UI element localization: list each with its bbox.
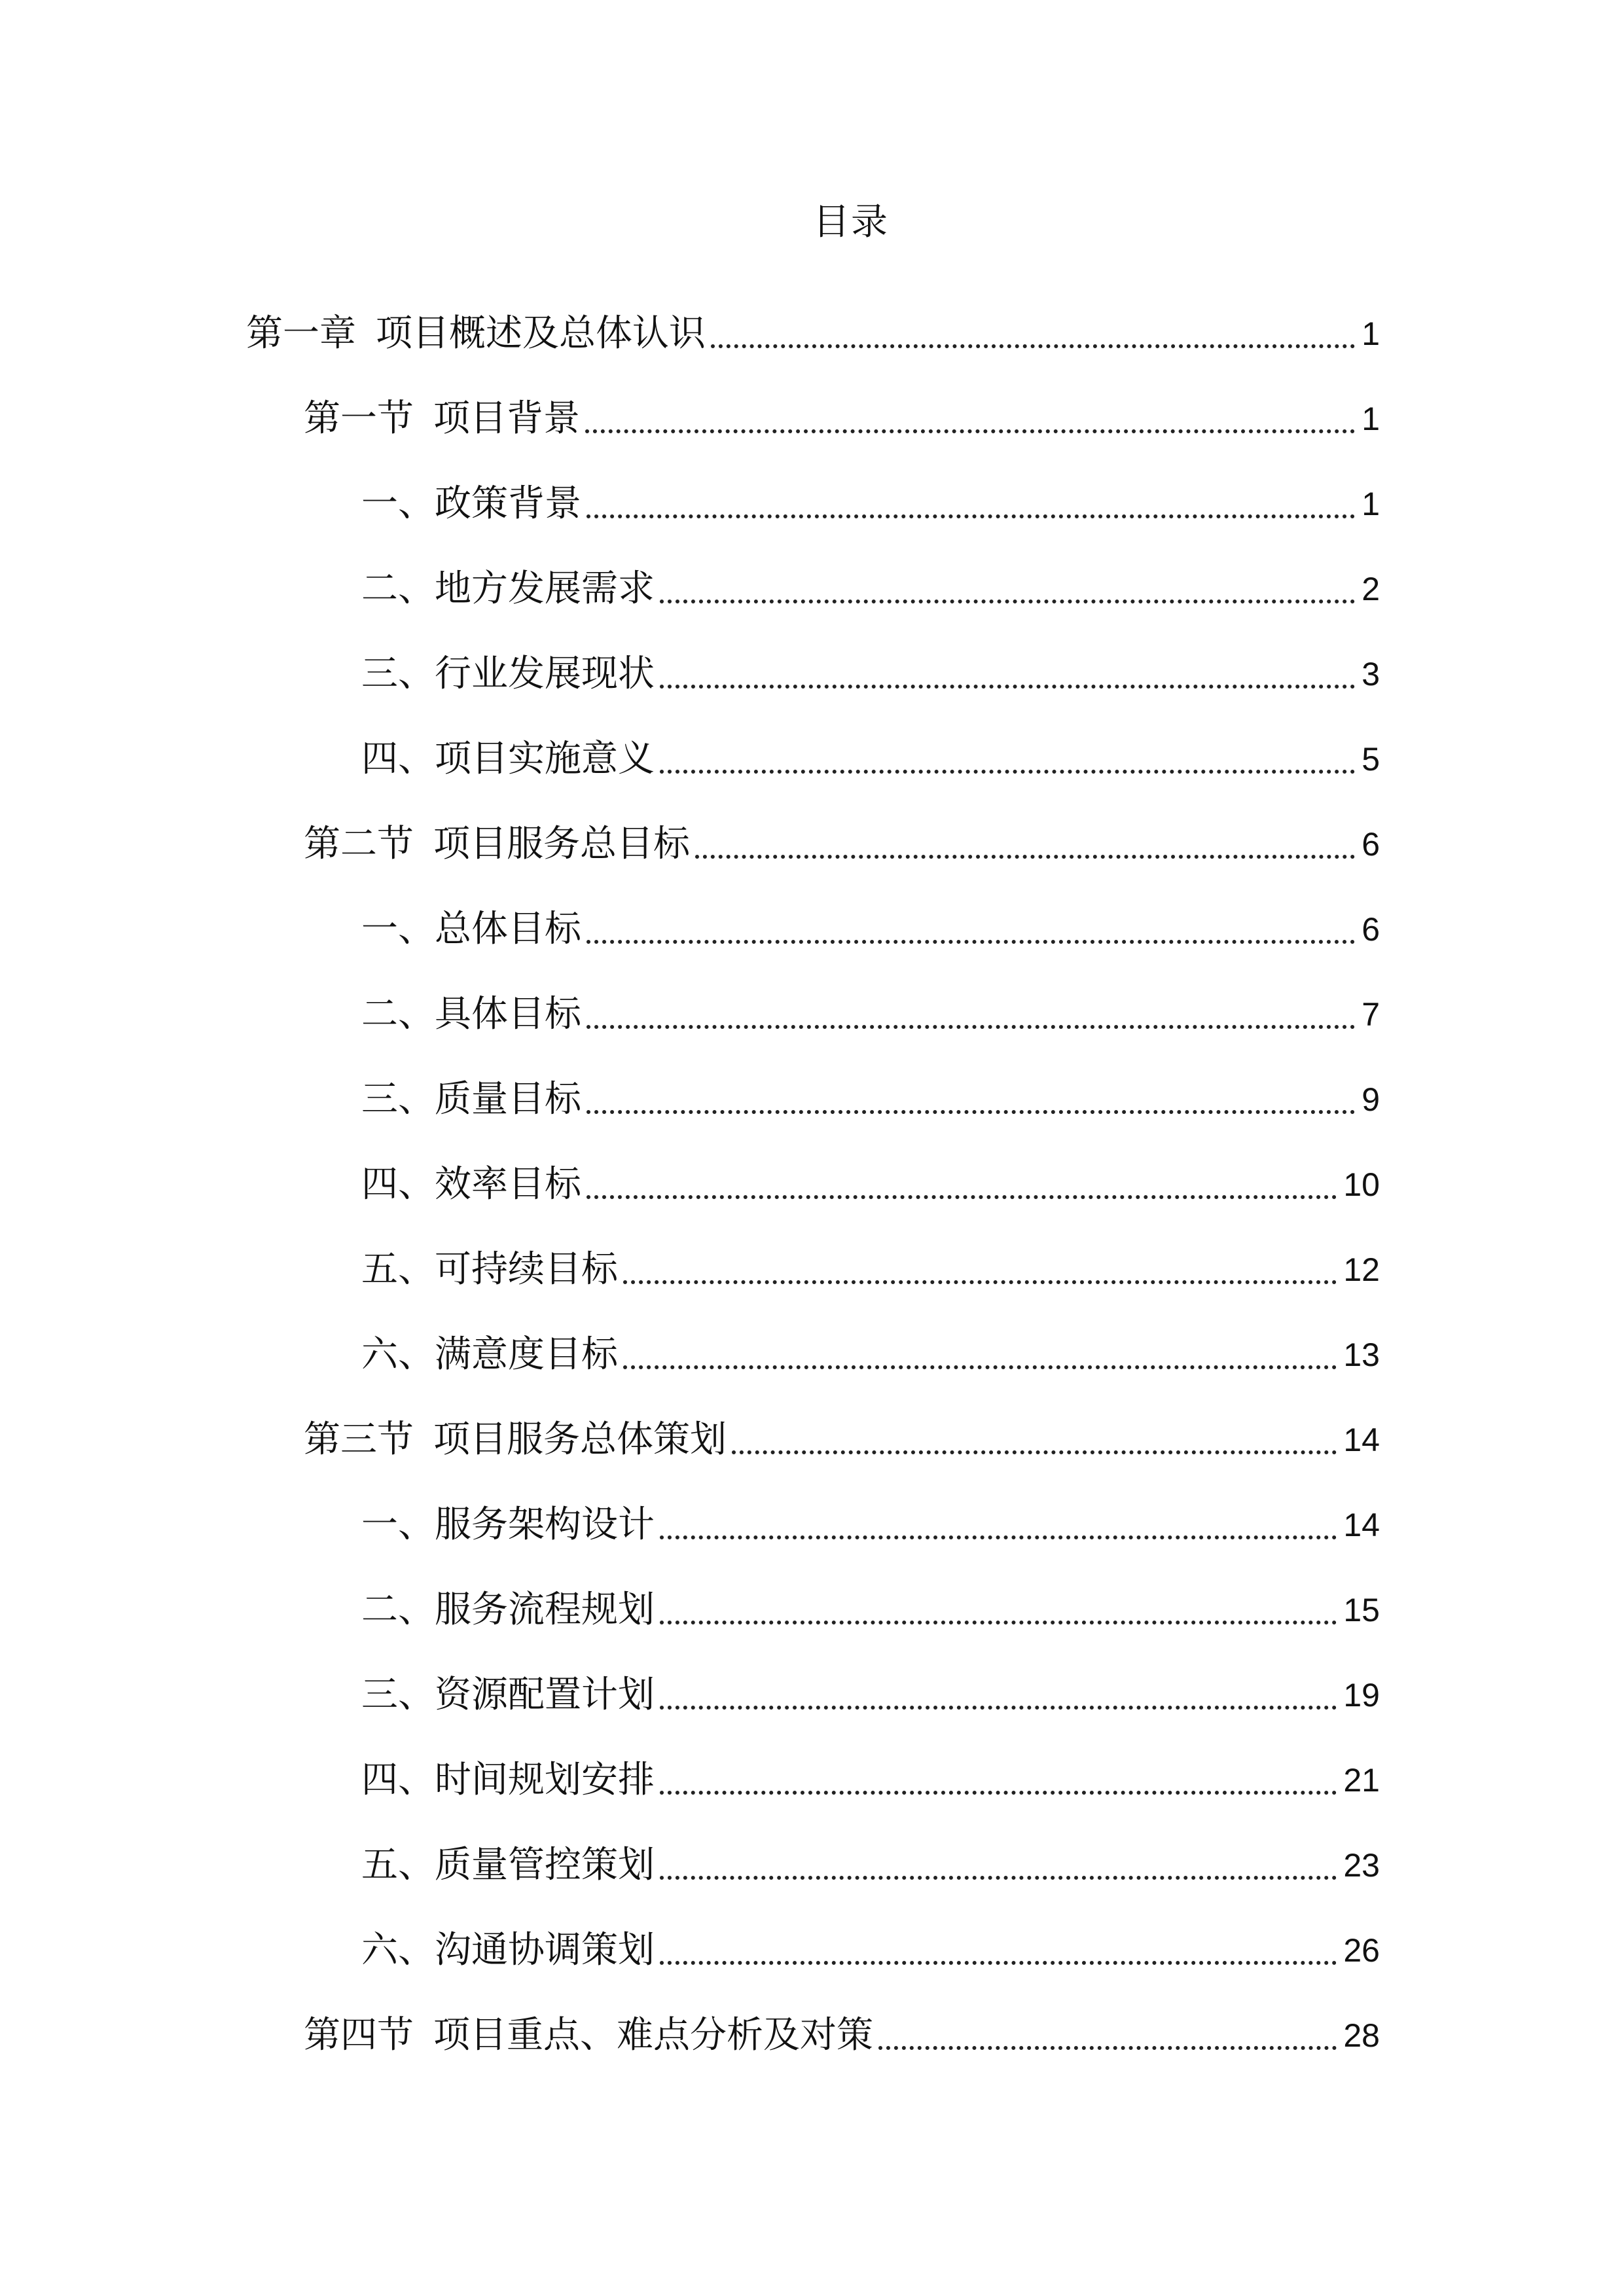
toc-entry-number: 六、 (361, 1333, 435, 1376)
toc-entry-page-number: 6 (1362, 826, 1380, 863)
toc-entry-title: 行业发展现状 (435, 653, 655, 695)
dot-leader (711, 344, 1355, 348)
toc-entry-title: 可持续目标 (435, 1248, 618, 1291)
toc-entry-page-number: 5 (1362, 741, 1380, 778)
toc-entry-page-number: 1 (1362, 486, 1380, 522)
dot-leader (586, 1110, 1355, 1114)
toc-entry-page-number: 14 (1343, 1507, 1380, 1543)
toc-entry-title: 总体目标 (435, 908, 581, 950)
dot-leader (585, 429, 1355, 433)
toc-entry-number: 一、 (361, 908, 435, 950)
dot-leader (660, 600, 1355, 603)
toc-entry-title: 效率目标 (435, 1163, 581, 1206)
dot-leader (660, 1961, 1337, 1965)
toc-entry-page-number: 9 (1362, 1081, 1380, 1118)
toc-entry-page-number: 14 (1343, 1422, 1380, 1458)
toc-entry[interactable] (246, 530, 1380, 615)
toc-entry-title: 项目服务总体策划 (433, 1418, 727, 1461)
toc-entry-page-number: 1 (1362, 315, 1380, 352)
dot-leader (660, 770, 1355, 774)
toc-entry-number: 四、 (361, 1759, 435, 1801)
toc-entry[interactable] (246, 1892, 1380, 1977)
dot-leader (586, 1195, 1337, 1199)
toc-entry-title: 政策背景 (435, 482, 581, 525)
dot-leader (878, 2046, 1337, 2050)
toc-entry-number: 第二节 (304, 823, 414, 865)
toc-entry[interactable] (246, 445, 1380, 530)
toc-entry-title: 资源配置计划 (435, 1674, 655, 1716)
toc-entry-title: 项目服务总目标 (433, 823, 690, 865)
toc-entry-number: 六、 (361, 1929, 435, 1971)
toc-entry[interactable] (246, 1806, 1380, 1892)
toc-entry-page-number: 23 (1343, 1847, 1380, 1884)
toc-entry-number: 第一节 (304, 397, 414, 440)
toc-entry-number: 二、 (361, 1588, 435, 1631)
toc-entry-number: 第一章 (246, 312, 356, 355)
toc-entry-page-number: 1 (1362, 401, 1380, 437)
toc-entry-title: 质量管控策划 (435, 1844, 655, 1886)
toc-entry[interactable] (246, 1381, 1380, 1466)
toc-entry-number: 一、 (361, 1503, 435, 1546)
toc-entry[interactable] (246, 1466, 1380, 1551)
toc-entry-page-number: 10 (1343, 1166, 1380, 1203)
toc-entry[interactable] (246, 1296, 1380, 1381)
toc-entry-number: 第三节 (304, 1418, 414, 1461)
toc-entry-number: 三、 (361, 1674, 435, 1716)
toc-entry-title: 项目实施意义 (435, 738, 655, 780)
toc-entry-title: 沟通协调策划 (435, 1929, 655, 1971)
dot-leader (586, 940, 1355, 944)
toc-entry[interactable] (246, 275, 1380, 360)
table-of-contents (246, 275, 1380, 2062)
toc-entry-page-number: 3 (1362, 656, 1380, 692)
dot-leader (695, 855, 1355, 859)
toc-entry-page-number: 13 (1343, 1336, 1380, 1373)
toc-entry[interactable] (246, 956, 1380, 1041)
toc-entry-page-number: 28 (1343, 2017, 1380, 2054)
toc-entry[interactable] (246, 1636, 1380, 1721)
toc-entry-page-number: 15 (1343, 1592, 1380, 1628)
toc-entry-title: 具体目标 (435, 993, 581, 1035)
toc-entry[interactable] (246, 1977, 1380, 2062)
toc-entry-number: 二、 (361, 993, 435, 1035)
dot-leader (586, 1025, 1355, 1029)
toc-entry-page-number: 21 (1343, 1762, 1380, 1799)
toc-entry-page-number: 19 (1343, 1677, 1380, 1713)
toc-entry-page-number: 12 (1343, 1251, 1380, 1288)
toc-entry-title: 项目背景 (433, 397, 580, 440)
toc-entry[interactable] (246, 615, 1380, 700)
toc-entry-number: 三、 (361, 1078, 435, 1121)
toc-entry-number: 四、 (361, 1163, 435, 1206)
toc-entry-title: 服务架构设计 (435, 1503, 655, 1546)
toc-entry-title: 质量目标 (435, 1078, 581, 1121)
toc-entry[interactable] (246, 1126, 1380, 1211)
toc-entry-number: 五、 (361, 1844, 435, 1886)
toc-entry-page-number: 26 (1343, 1932, 1380, 1969)
dot-leader (660, 685, 1355, 689)
toc-entry[interactable] (246, 870, 1380, 956)
toc-entry-number: 五、 (361, 1248, 435, 1291)
toc-entry[interactable] (246, 1211, 1380, 1296)
toc-entry-number: 第四节 (304, 2014, 414, 2056)
dot-leader (660, 1791, 1337, 1795)
dot-leader (623, 1280, 1337, 1284)
toc-entry[interactable] (246, 1551, 1380, 1636)
toc-entry-number: 三、 (361, 653, 435, 695)
toc-entry[interactable] (246, 785, 1380, 870)
toc-entry[interactable] (246, 1721, 1380, 1806)
toc-entry-title: 项目重点、难点分析及对策 (433, 2014, 873, 2056)
toc-entry-title: 项目概述及总体认识 (376, 312, 706, 355)
toc-entry-page-number: 2 (1362, 571, 1380, 607)
dot-leader (660, 1621, 1337, 1624)
toc-entry-page-number: 7 (1362, 996, 1380, 1033)
dot-leader (660, 1706, 1337, 1710)
toc-title: 目录 (813, 201, 889, 243)
toc-entry-title: 时间规划安排 (435, 1759, 655, 1801)
dot-leader (660, 1535, 1337, 1539)
toc-entry-title: 服务流程规划 (435, 1588, 655, 1631)
toc-entry[interactable] (246, 360, 1380, 445)
toc-entry-number: 四、 (361, 738, 435, 780)
dot-leader (623, 1365, 1337, 1369)
toc-entry[interactable] (246, 700, 1380, 785)
toc-entry-title: 地方发展需求 (435, 567, 655, 610)
dot-leader (586, 514, 1355, 518)
toc-entry-number: 一、 (361, 482, 435, 525)
toc-entry[interactable] (246, 1041, 1380, 1126)
toc-entry-page-number: 6 (1362, 911, 1380, 948)
toc-entry-title: 满意度目标 (435, 1333, 618, 1376)
toc-entry-number: 二、 (361, 567, 435, 610)
dot-leader (732, 1450, 1337, 1454)
dot-leader (660, 1876, 1337, 1880)
